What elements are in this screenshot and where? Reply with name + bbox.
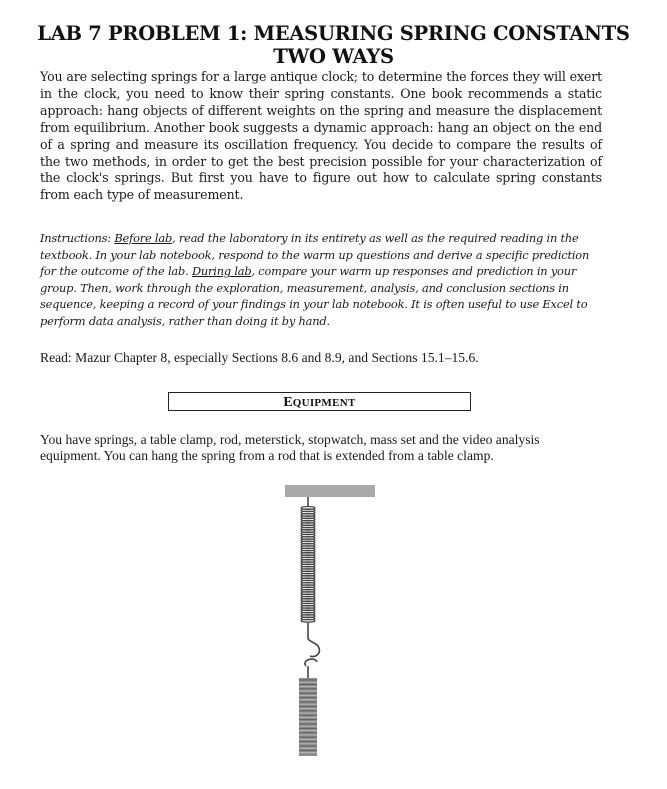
- during-lab-label: During lab: [191, 264, 252, 279]
- intro-paragraph: You are selecting springs for a large antique clock; to determine the forces they will exert in the clock, you need to know their spring constants. One book recommends a static approach: hang objects of different weights on the spring and measure the displacement from equilibrium. Another book suggests a dynamic approach: hang an object on the end of a spring and measure its oscillation frequency. You decide to compare the results of the two methods, in order to get the best precision possible for your characterization of the clock's springs. But first you have to figure out how to calculate spring constants from each type of measurement.: [40, 69, 602, 203]
- equipment-heading-rest: QUIPMENT: [292, 397, 356, 409]
- equipment-paragraph: You have springs, a table clamp, rod, meterstick, stopwatch, mass set and the video analysis equipment. You can hang the spring from a rod that is extended from a table clamp.: [40, 432, 540, 463]
- spring-coil: [301, 497, 315, 622]
- equipment-heading: [168, 392, 471, 411]
- instructions-part-1: , read the laboratory in its entirety as well as the required reading in the textbook. In your lab notebook, respond to the warm up questions and derive a specific prediction for the outcome of the lab.: [40, 231, 590, 279]
- equipment-heading-initial: E: [283, 395, 293, 410]
- support-rod: [285, 485, 375, 497]
- instructions-part-2: , compare your warm up responses and prediction in your group. Then, work through the exploration, measurement, analysis, and conclusion sections in sequence, keeping a record of your findings in your lab notebook. It is often useful to use Excel to perform data analysis, rather than doing it by hand.: [40, 264, 588, 328]
- hanging-mass: [299, 678, 317, 756]
- instructions-paragraph: [40, 230, 600, 330]
- before-lab-label: Before lab: [114, 231, 173, 245]
- spring-apparatus-figure: [270, 480, 390, 780]
- page-title-line-2: TWO WAYS: [273, 45, 394, 68]
- reading-assignment: Read: Mazur Chapter 8, especially Sections 8.6 and 8.9, and Sections 15.1–15.6.: [40, 350, 479, 365]
- instructions-lead: Instructions:: [40, 231, 115, 245]
- page-title-line-1: LAB 7 PROBLEM 1: MEASURING SPRING CONSTANTS: [37, 22, 630, 45]
- spring-hook: [305, 622, 319, 678]
